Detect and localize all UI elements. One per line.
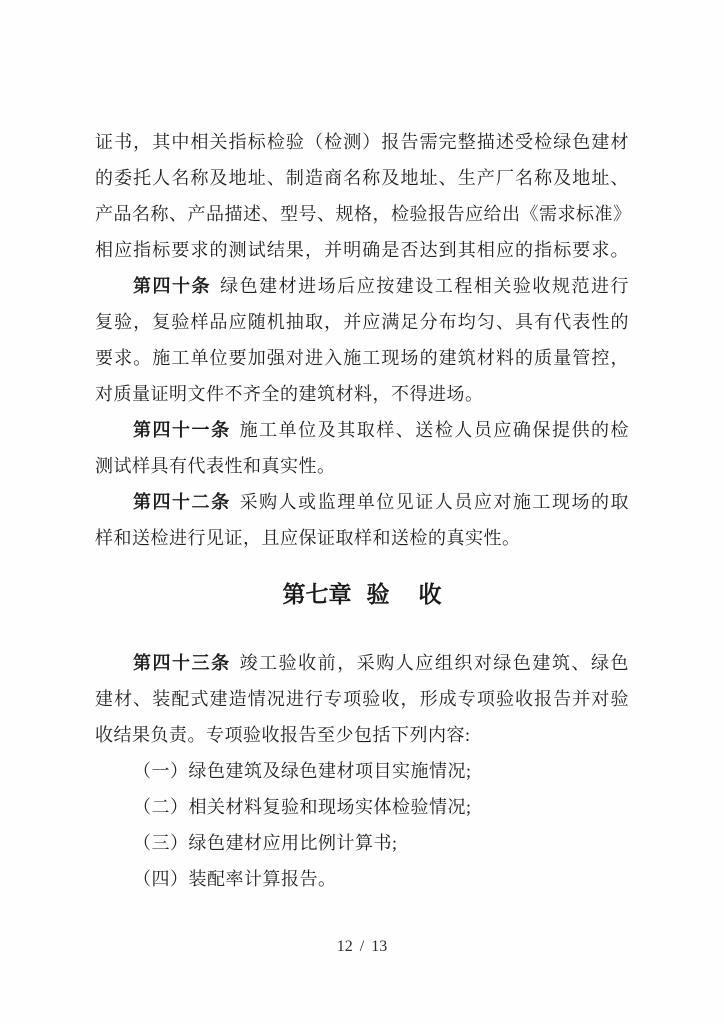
article-number: 第四十三条 bbox=[133, 653, 231, 673]
line-text: 绿色建材进场后应按建设工程相关验收规范进行 bbox=[220, 276, 630, 296]
text-line: 证书，其中相关指标检验（检测）报告需完整描述受检绿色建材 bbox=[95, 132, 629, 152]
chapter-title-char-2: 收 bbox=[418, 582, 442, 607]
page-number-separator: / bbox=[359, 938, 365, 955]
body-text-upper bbox=[95, 124, 632, 556]
text-line bbox=[95, 484, 629, 520]
page-number-current: 12 bbox=[336, 938, 353, 955]
text-line: 产品名称、产品描述、型号、规格，检验报告应给出《需求标准》 bbox=[95, 204, 632, 224]
text-line: 测试样具有代表性和真实性。 bbox=[95, 456, 336, 476]
text-line: 复验，复验样品应随机抽取，并应满足分布均匀、具有代表性的 bbox=[95, 312, 629, 332]
article-number: 第四十二条 bbox=[133, 492, 231, 512]
text-line: 相应指标要求的测试结果，并明确是否达到其相应的指标要求。 bbox=[95, 240, 629, 260]
line-text: 竣工验收前，采购人应组织对绿色建筑、绿色 bbox=[239, 653, 630, 673]
text-line: 对质量证明文件不齐全的建筑材料，不得进场。 bbox=[95, 384, 484, 404]
text-line: 的委托人名称及地址、制造商名称及地址、生产厂名称及地址、 bbox=[95, 168, 629, 188]
body-text-lower bbox=[95, 645, 629, 897]
page-number bbox=[95, 937, 629, 957]
article-number: 第四十条 bbox=[133, 276, 212, 296]
text-line bbox=[95, 268, 629, 304]
chapter-title-char-1: 验 bbox=[366, 582, 390, 607]
article-number: 第四十一条 bbox=[133, 420, 231, 440]
list-item: （三）绿色建材应用比例计算书; bbox=[133, 833, 398, 853]
text-line bbox=[95, 412, 629, 448]
text-line bbox=[95, 645, 629, 681]
line-text: 采购人或监理单位见证人员应对施工现场的取 bbox=[239, 492, 630, 512]
chapter-heading bbox=[95, 577, 629, 613]
list-item: （四）装配率计算报告。 bbox=[133, 869, 337, 889]
text-line: 收结果负责。专项验收报告至少包括下列内容: bbox=[95, 725, 471, 745]
text-line: 建材、装配式建造情况进行专项验收，形成专项验收报告并对验 bbox=[95, 689, 629, 709]
page-number-total: 13 bbox=[371, 938, 388, 955]
list-item: （二）相关材料复验和现场实体检验情况; bbox=[133, 797, 472, 817]
chapter-number: 第七章 bbox=[282, 582, 352, 607]
list-item: （一）绿色建筑及绿色建材项目实施情况; bbox=[133, 761, 472, 781]
text-line: 样和送检进行见证，且应保证取样和送检的真实性。 bbox=[95, 528, 521, 548]
text-line: 要求。施工单位要加强对进入施工现场的建筑材料的质量管控， bbox=[95, 348, 629, 368]
line-text: 施工单位及其取样、送检人员应确保提供的检 bbox=[239, 420, 630, 440]
